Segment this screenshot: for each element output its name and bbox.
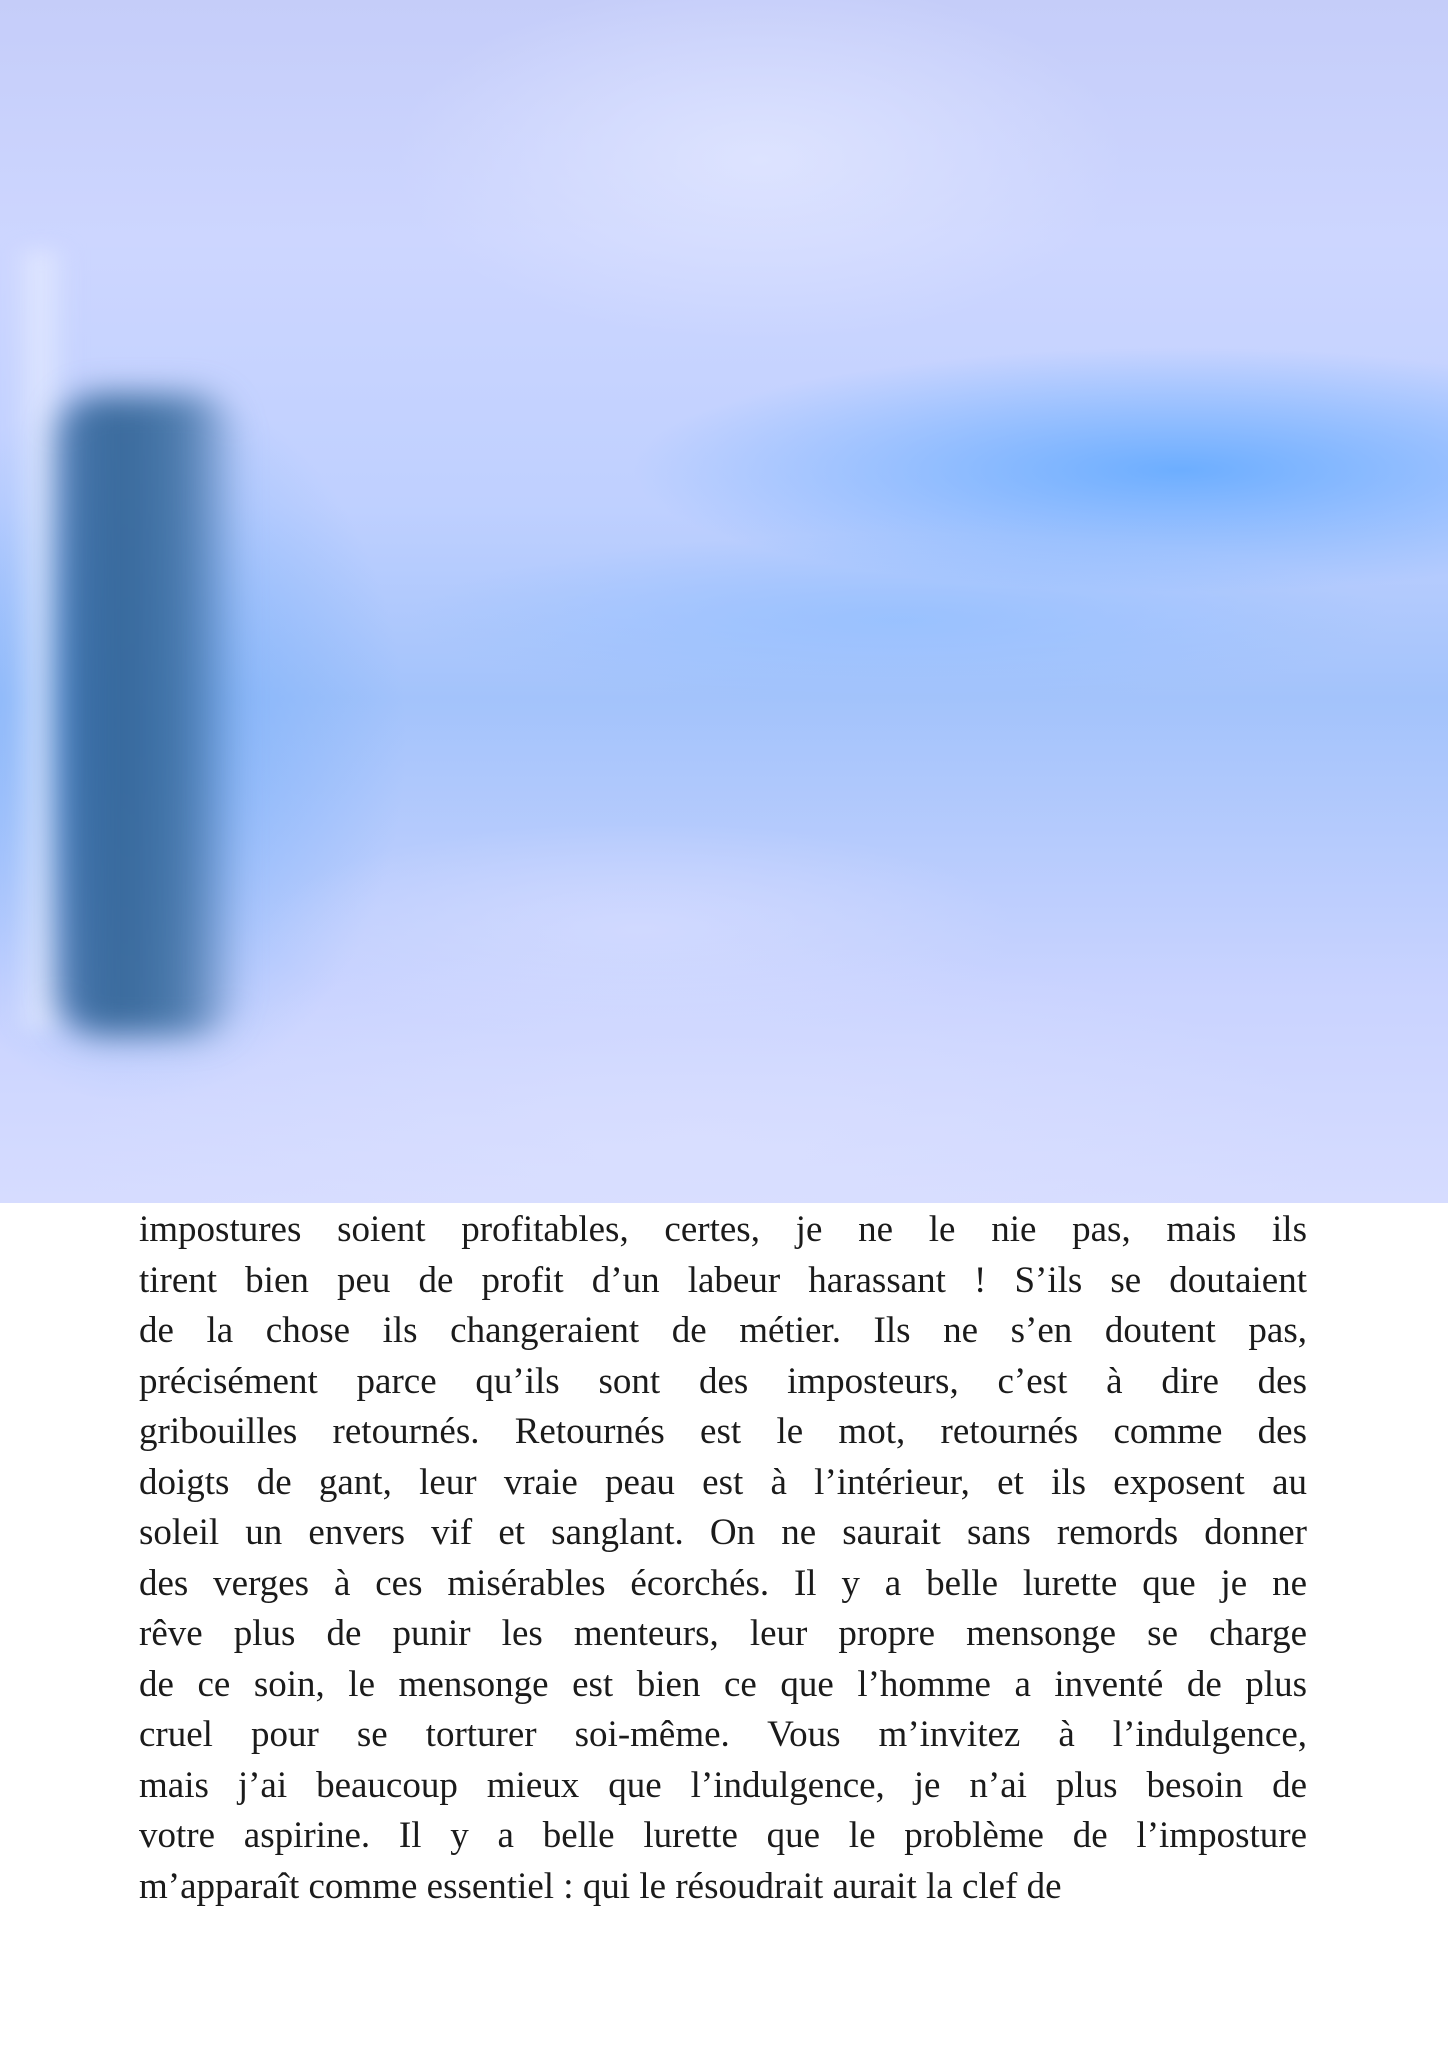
- text-line: impostures soient profitables, certes, je ne le nie pas, mais ils: [139, 1209, 1307, 1250]
- text-line: précisément parce qu’ils sont des imposteurs, c’est à dire des: [139, 1360, 1307, 1402]
- text-line: soleil un envers vif et sanglant. On ne saurait sans remords donner: [139, 1512, 1307, 1553]
- text-line: votre aspirine. Il y a belle lurette que le problème de l’imposture: [139, 1815, 1307, 1856]
- text-line: m’apparaît comme essentiel : qui le résoudrait aurait la clef de: [139, 1865, 1062, 1907]
- text-line: de la chose ils changeraient de métier. Ils ne s’en doutent pas,: [139, 1310, 1307, 1351]
- text-line: tirent bien peu de profit d’un labeur harassant ! S’ils se doutaient: [139, 1259, 1307, 1301]
- text-line: des verges à ces misérables écorchés. Il y a belle lurette que je ne: [139, 1562, 1307, 1604]
- text-line: de ce soin, le mensonge est bien ce que l’homme a inventé de plus: [139, 1663, 1307, 1705]
- text-line: mais j’ai beaucoup mieux que l’indulgence, je n’ai plus besoin de: [139, 1764, 1307, 1806]
- text-line: gribouilles retournés. Retournés est le mot, retournés comme des: [139, 1411, 1307, 1452]
- body-text: [139, 1205, 1307, 1912]
- text-line: doigts de gant, leur vraie peau est à l’intérieur, et ils exposent au: [139, 1461, 1307, 1503]
- text-line: rêve plus de punir les menteurs, leur propre mensonge se charge: [139, 1613, 1307, 1654]
- text-line: cruel pour se torturer soi-même. Vous m’invitez à l’indulgence,: [139, 1714, 1307, 1755]
